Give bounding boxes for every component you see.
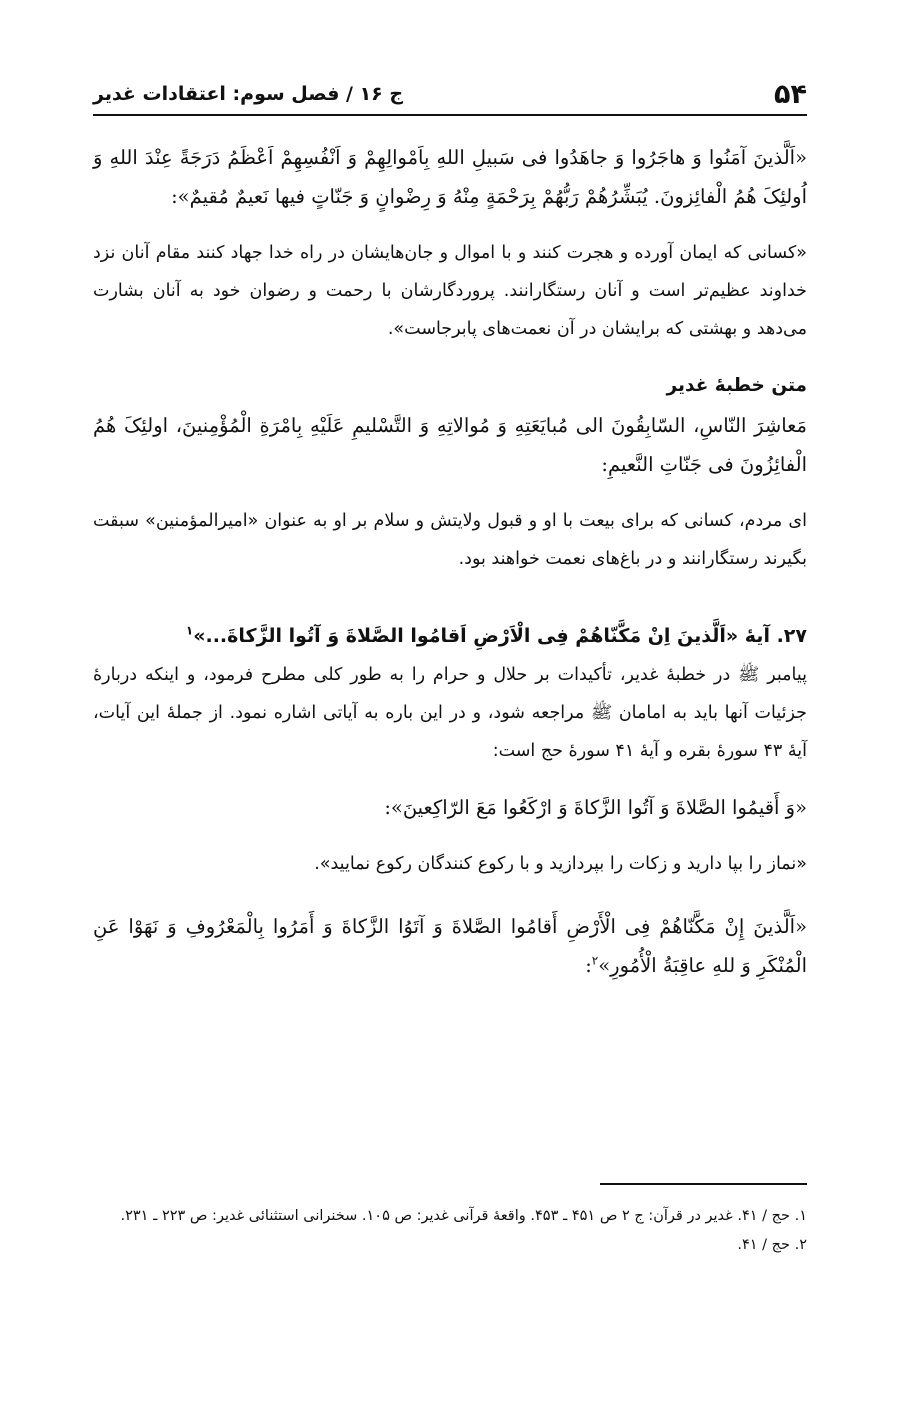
hajj-41-text: «اَلَّذینَ إِنْ مَکَّنّاهُمْ فِی الْأَرْضِ أَقامُوا الصَّلاةَ وَ آتَوُا الزَّکاةَ وَ أَمَرُوا بِالْمَعْرُوفِ وَ نَهَوْا عَنِ الْمُنْکَرِ وَ للهِ عاقِبَةُ الْأُمُورِ» <box>93 915 807 977</box>
footnote-ref-2: ۲ <box>591 953 599 968</box>
section-heading-27-text: ۲۷. آیۀ «اَلَّذینَ اِنْ مَکَّنّاهُمْ فِی الْاَرْضِ اَقامُوا الصَّلاةَ وَ آتُوا الزَّکاةَ...» <box>193 625 807 647</box>
running-header <box>93 74 807 116</box>
baqarah-43-translation: «نماز را بپا دارید و زکات را بپردازید و با رکوع کنندگان رکوع نمایید». <box>314 854 807 874</box>
verse-translation: «کسانی که ایمان آورده و هجرت کنند و با اموال و جان‌هایشان در راه خدا جهاد کنند مقام آنان نزد خداوند عظیم‌تر است و آنان رستگارانند. پروردگارشان با رحمت و رضوان خود به آنان بشارت می‌دهد و بهشتی که برایشان در آن نعمت‌های پابرجاست». <box>93 243 807 339</box>
quran-verse-hajj-41 <box>93 907 807 985</box>
section-heading-27 <box>93 616 807 656</box>
quran-verse-arabic: «اَلَّذینَ آمَنُوا وَ هاجَرُوا وَ جاهَدُوا فی سَبیلِ اللهِ بِاَمْوالِهِمْ وَ اَنْفُسِهِمْ اَعْظَمُ دَرَجَةً عِنْدَ اللهِ وَ اُولئِکَ هُمُ الْفائِزونَ. یُبَشِّرُهُمْ رَبُّهُمْ بِرَحْمَةٍ مِنْهُ وَ رِضْوانٍ وَ جَنّاتٍ فیها نَعیمٌ مُقیمٌ»: <box>93 146 807 208</box>
footnote-divider <box>600 1183 807 1185</box>
section-27-body: پیامبر ﷺ در خطبۀ غدیر، تأکیدات بر حلال و حرام را به طور کلی مطرح فرمود، و اینکه دربارۀ جزئیات آنها باید به امامان ﷺ مراجعه شود، و در این باره به آیاتی اشاره نمود. از جملۀ این آیات، آیۀ ۴۳ سورۀ بقره و آیۀ ۴۱ سورۀ حج است: <box>93 665 807 761</box>
page-body <box>93 138 807 985</box>
section-heading-khutbah: متن خطبۀ غدیر <box>666 375 807 396</box>
hajj-41-colon: : <box>585 954 592 977</box>
footnote-1: ۱. حج / ۴۱. غدیر در قرآن: ج ۲ ص ۴۵۱ ـ ۴۵۳. واقعۀ قرآنی غدیر: ص ۱۰۵. سخنرانی استثنائی غدیر: ص ۲۲۳ ـ ۲۳۱. <box>120 1208 807 1224</box>
khutbah-translation: ای مردم، کسانی که برای بیعت با او و قبول ولایتش و سلام بر او به عنوان «امیرالمؤمنین» سبقت بگیرند رستگارانند و در باغ‌های نعمت خواهند بود. <box>93 511 807 569</box>
page-number: ۵۴ <box>774 78 807 110</box>
footnote-2: ۲. حج / ۴۱. <box>737 1237 807 1253</box>
khutbah-arabic-text: مَعاشِرَ النّاسِ، السّابِقُونَ الی مُبایَعَتِهِ وَ مُوالاتِهِ وَ التَّسْلیمِ عَلَیْهِ بِامْرَةِ الْمُؤْمِنینَ، اولئِکَ هُمُ الْفائِزُونَ فی جَنّاتِ النَّعیمِ: <box>93 414 807 476</box>
footnotes <box>93 1202 807 1260</box>
footnote-ref-1: ۱ <box>185 623 194 638</box>
quran-verse-baqarah-43: «وَ أَقیمُوا الصَّلاةَ وَ آتُوا الزَّکاةَ وَ ارْکَعُوا مَعَ الرّاکِعینَ»: <box>384 796 807 819</box>
chapter-title: ج ۱۶ / فصل سوم: اعتقادات غدیر <box>93 83 404 105</box>
